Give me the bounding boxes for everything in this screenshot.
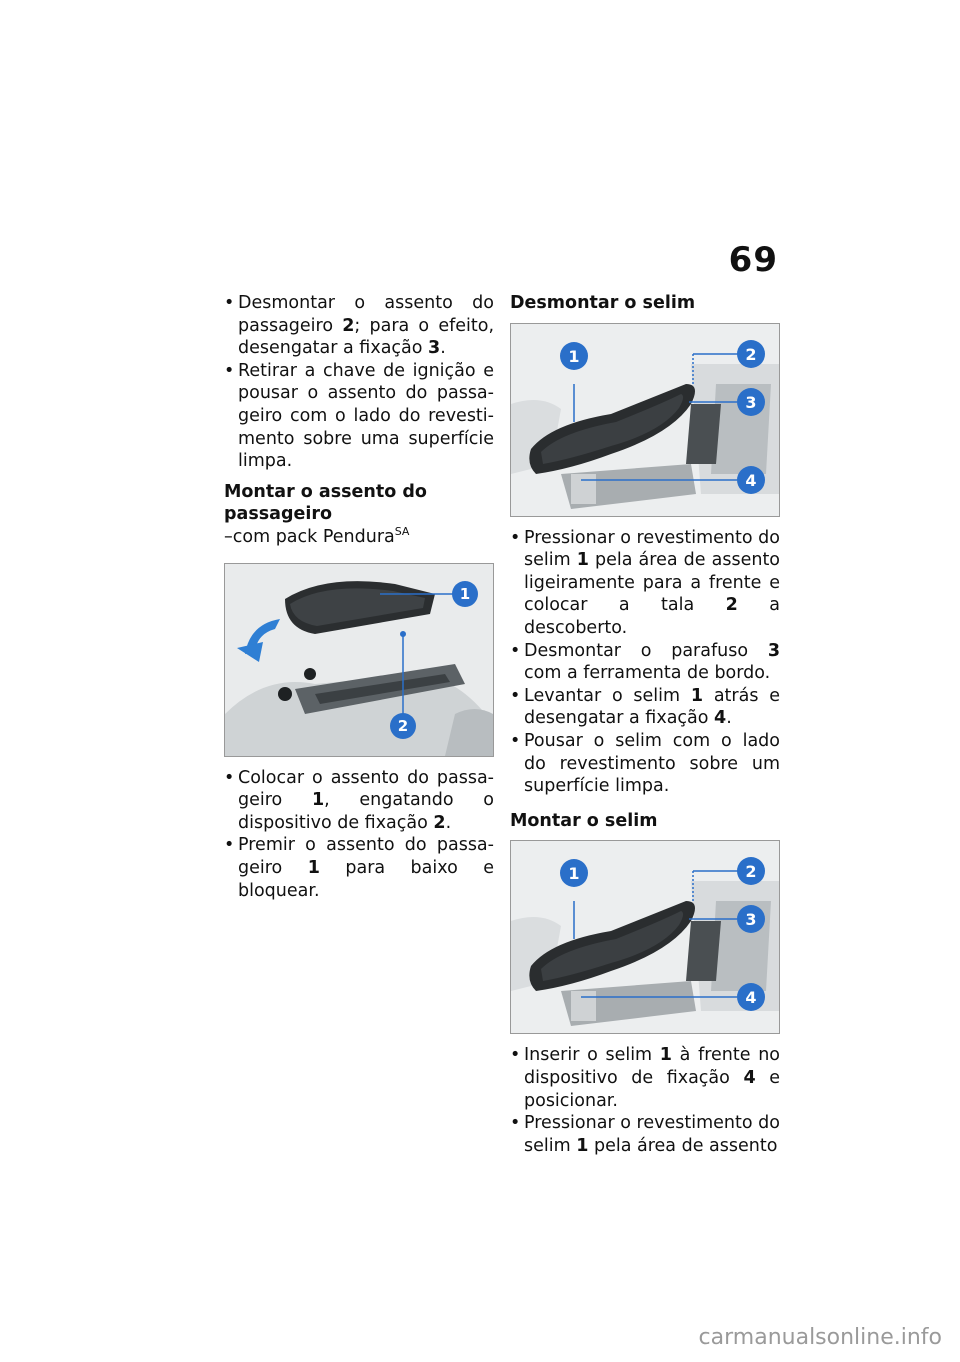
right-list-1	[510, 527, 780, 798]
section-heading-remove-seat: Desmontar o selim	[510, 293, 696, 313]
page-number: 69	[728, 240, 778, 280]
list-item: • Pressionar o revestimento do selim 1 pela área de assento	[510, 1112, 780, 1157]
figure-passenger-seat	[224, 563, 494, 757]
watermark: carmanualsonline.info	[698, 1325, 942, 1350]
svg-text:2: 2	[397, 716, 409, 735]
svg-text:2: 2	[745, 862, 757, 882]
seat-mount-illustration	[511, 841, 779, 1033]
passenger-seat-illustration	[225, 564, 493, 756]
svg-text:4: 4	[745, 470, 757, 490]
list-item: • Pressionar o revestimento do selim 1 pela área de assento ligeiramente para a frente e colocar a tala 2 a descoberto.	[510, 527, 780, 640]
svg-text:1: 1	[568, 864, 580, 884]
svg-text:3: 3	[745, 910, 757, 930]
list-item: • Desmontar o assento do passageiro 2; para o efeito, desengatar a fixação 3.	[224, 292, 494, 360]
left-list-2	[224, 767, 494, 903]
svg-text:4: 4	[745, 988, 757, 1008]
list-item: • Pousar o selim com o lado do revestimento sobre um superfície limpa.	[510, 730, 780, 798]
option-note: –com pack Pendura$^{SA}$	[224, 525, 410, 547]
figure-remove-seat	[510, 323, 780, 517]
seat-remove-illustration	[511, 324, 779, 516]
left-list-1	[224, 292, 494, 473]
list-item: • Levantar o selim 1 atrás e desengatar a fixação 4.	[510, 685, 780, 730]
svg-text:1: 1	[568, 346, 580, 366]
figure-mount-seat	[510, 840, 780, 1034]
left-column	[224, 292, 494, 902]
list-item: • Premir o assento do passageiro 1 para baixo e bloquear.	[224, 834, 494, 902]
list-item: • Inserir o selim 1 à frente no dispositivo de fixação 4 e posicionar.	[510, 1044, 780, 1112]
list-item: • Colocar o assento do passageiro 1, engatando o dispositivo de fixação 2.	[224, 767, 494, 835]
list-item: • Desmontar o parafuso 3 com a ferramenta de bordo.	[510, 640, 780, 685]
list-item: • Retirar a chave de ignição e pousar o assento do passageiro com o lado do revestimento sobre uma superfície limpa.	[224, 360, 494, 473]
right-column	[510, 292, 780, 1157]
section-heading-mount-passenger-seat: Montar o assento do passageiro	[224, 481, 427, 525]
svg-text:3: 3	[745, 392, 757, 412]
svg-text:2: 2	[745, 344, 757, 364]
svg-text:1: 1	[459, 584, 471, 603]
section-heading-mount-seat: Montar o selim	[510, 810, 658, 831]
right-list-2	[510, 1044, 780, 1157]
